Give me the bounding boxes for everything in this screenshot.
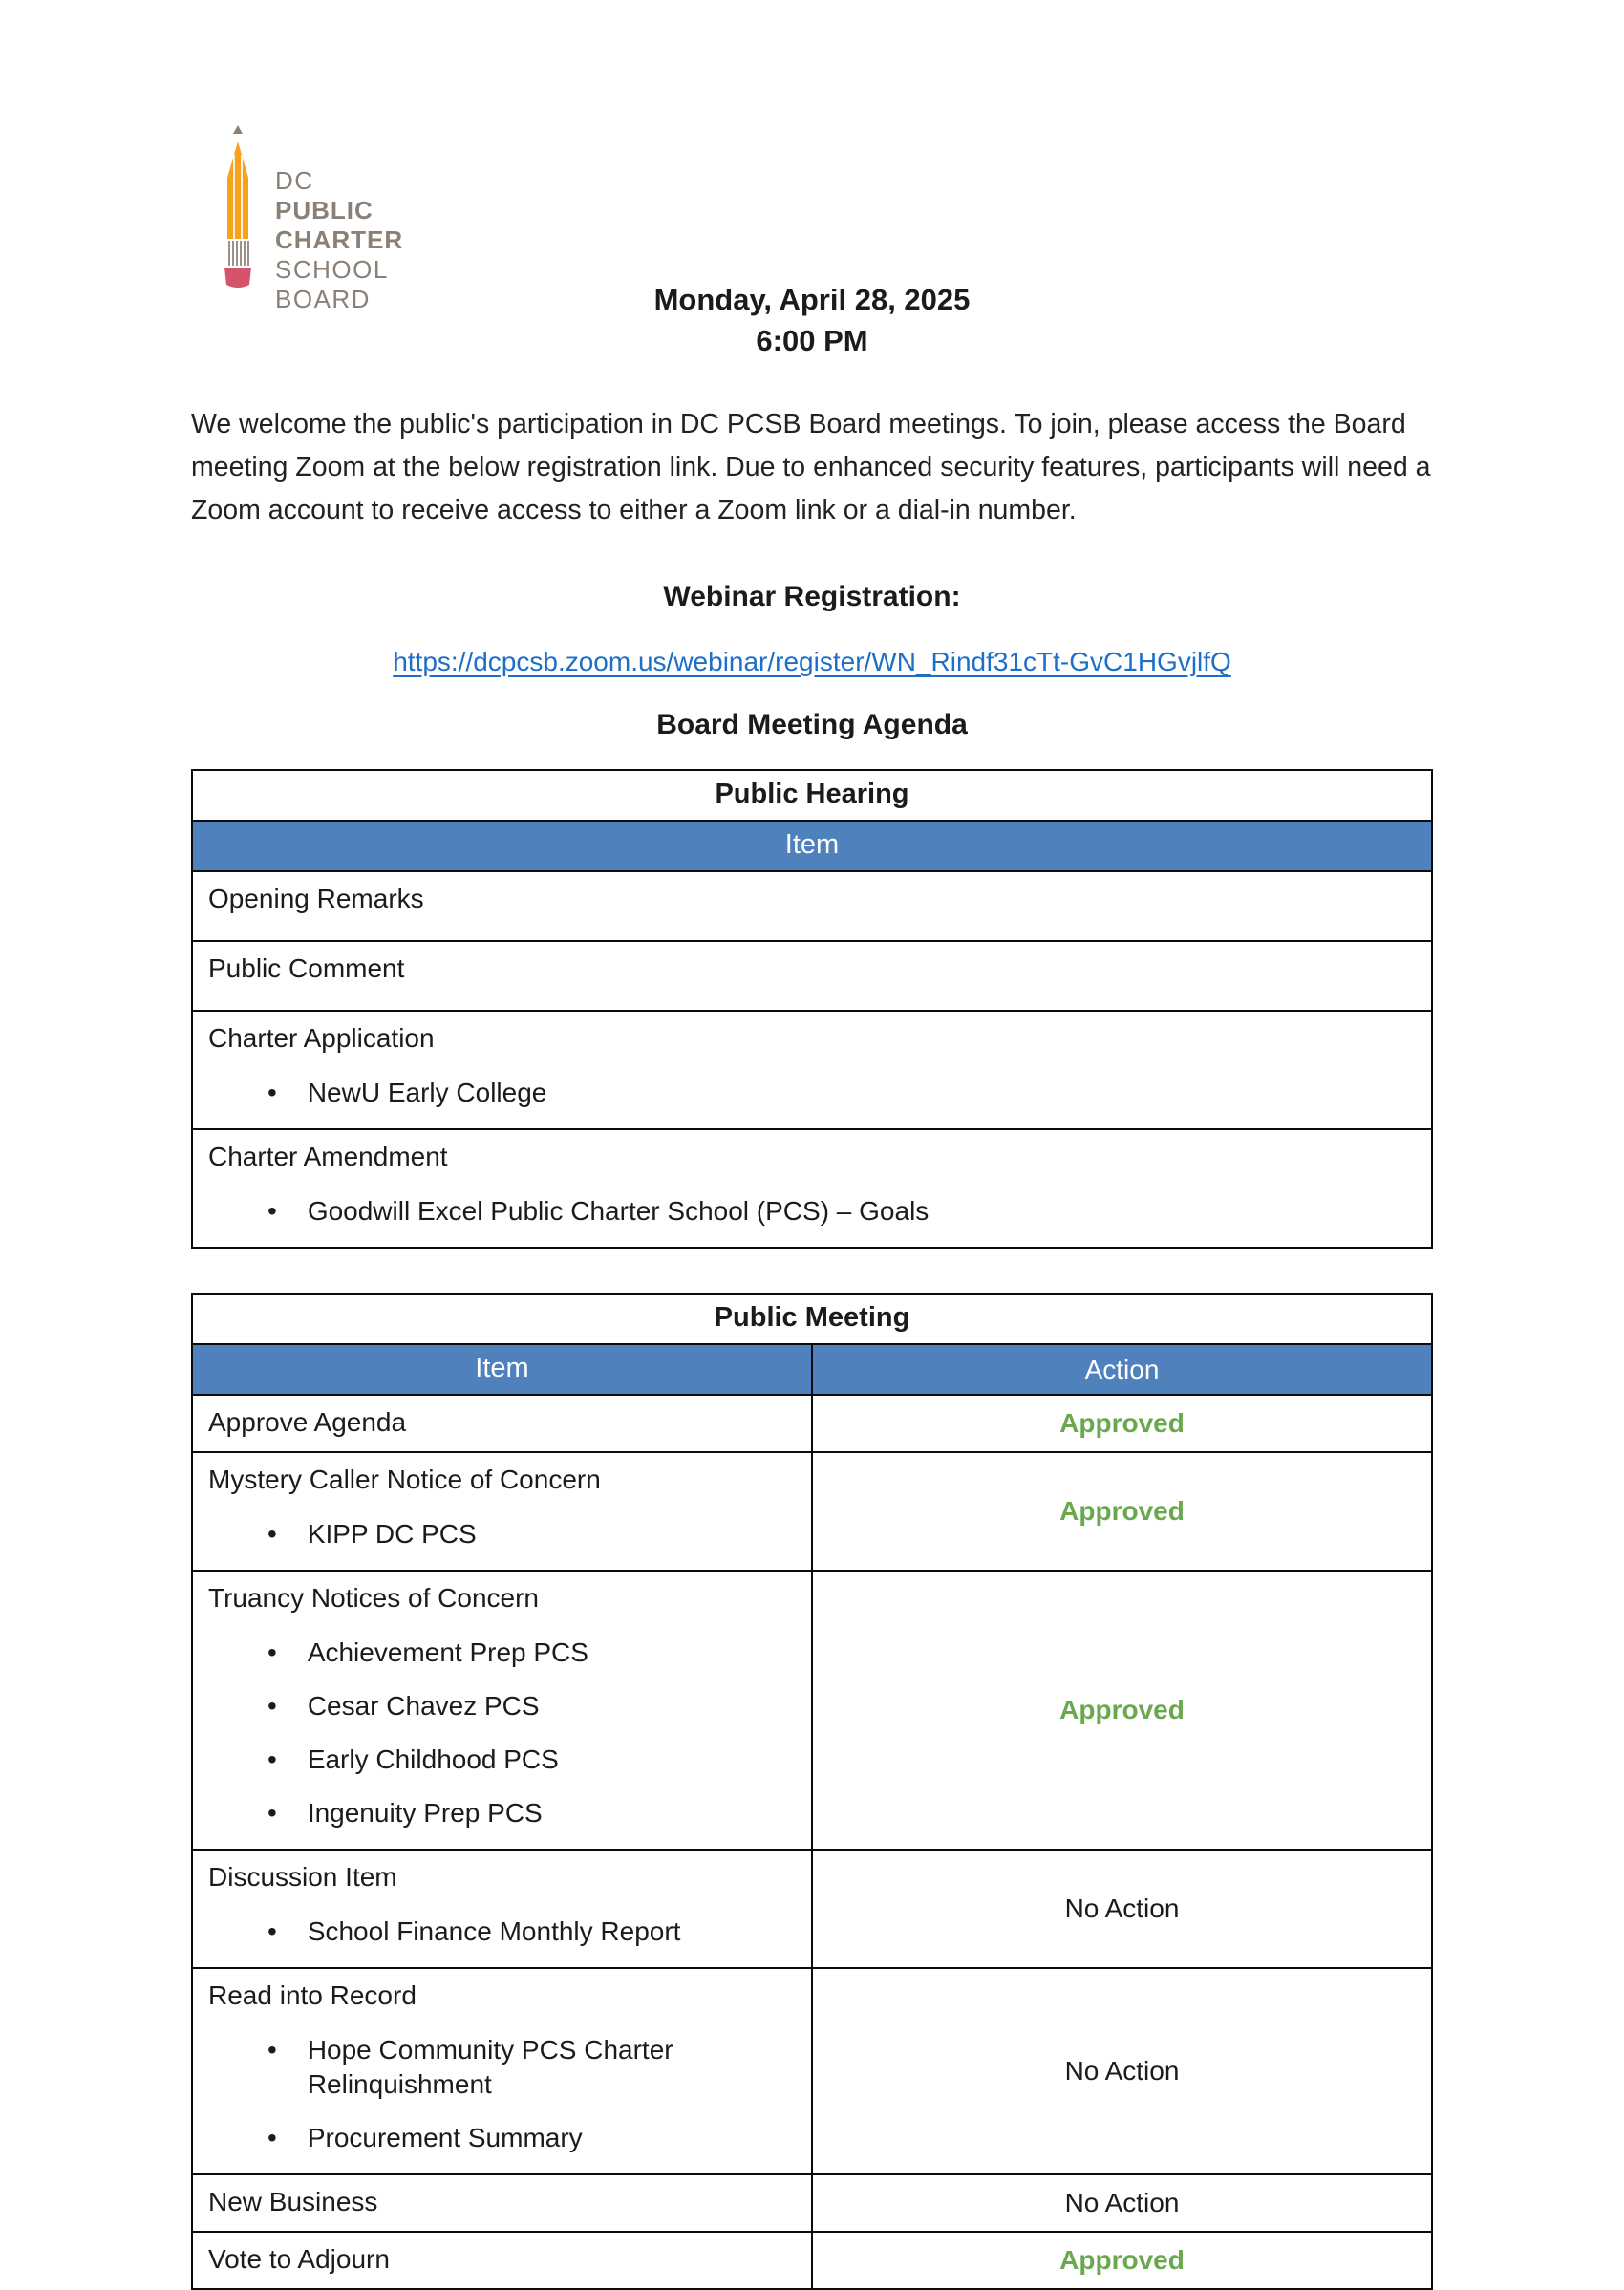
agenda-subitem: • Achievement Prep PCS — [267, 1636, 796, 1670]
table-row — [192, 1571, 1432, 1850]
column-header-item: Item — [192, 1344, 812, 1395]
agenda-item-label: Discussion Item — [208, 1862, 397, 1892]
agenda-subitem: • School Finance Monthly Report — [267, 1915, 796, 1949]
pencil-logo-icon — [216, 122, 260, 290]
document-page — [0, 122, 1624, 2275]
action-status: No Action — [1064, 2188, 1180, 2217]
agenda-subitem: • Hope Community PCS Charter Relinquishment — [267, 2033, 796, 2102]
table-row — [192, 2232, 1432, 2289]
action-status: Approved — [1059, 1408, 1185, 1438]
logo-line: BOARD — [275, 285, 371, 313]
agenda-item-label: Opening Remarks — [208, 884, 424, 913]
table-row — [192, 2174, 1432, 2232]
table-row — [192, 1011, 1432, 1129]
table-row — [192, 1395, 1432, 1452]
column-header-item: Item — [192, 821, 1432, 871]
public-meeting-title: Public Meeting — [192, 1294, 1432, 1344]
agenda-subitem: • Early Childhood PCS — [267, 1743, 796, 1777]
action-status: No Action — [1064, 2056, 1180, 2086]
table-title-row — [192, 1294, 1432, 1344]
meeting-time: 6:00 PM — [756, 324, 868, 357]
action-status: Approved — [1059, 2245, 1185, 2275]
agenda-subitem: • KIPP DC PCS — [267, 1517, 796, 1552]
agenda-item-label: New Business — [208, 2187, 378, 2216]
action-status: Approved — [1059, 1496, 1185, 1526]
meeting-date: Monday, April 28, 2025 — [653, 283, 971, 316]
webinar-registration-heading: Webinar Registration: — [663, 581, 961, 612]
column-header-row — [192, 821, 1432, 871]
agenda-subitem: • Ingenuity Prep PCS — [267, 1796, 796, 1830]
logo-line: PUBLIC — [275, 196, 374, 225]
agenda-item-label: Read into Record — [208, 1980, 417, 2010]
table-row — [192, 1452, 1432, 1571]
table-row — [192, 871, 1432, 941]
table-row — [192, 941, 1432, 1011]
public-hearing-table — [191, 769, 1433, 1249]
intro-paragraph: We welcome the public's participation in DC PCSB Board meetings. To join, please access the Board meeting Zoom at the below registration link. Due to enhanced security features, participants will need a Zoom account to receive access to either a Zoom link or a dial-in number. — [191, 409, 1431, 525]
table-row — [192, 1968, 1432, 2174]
column-header-row — [192, 1344, 1432, 1395]
agenda-subitem: • Cesar Chavez PCS — [267, 1689, 796, 1723]
board-meeting-agenda-heading: Board Meeting Agenda — [656, 709, 968, 740]
table-title-row — [192, 770, 1432, 821]
agenda-item-label: Vote to Adjourn — [208, 2244, 390, 2274]
public-hearing-title: Public Hearing — [192, 770, 1432, 821]
agenda-subitem: • Goodwill Excel Public Charter School (PCS) – Goals — [267, 1194, 1416, 1229]
logo-line: DC — [275, 166, 314, 195]
column-header-action: Action — [812, 1344, 1432, 1395]
public-meeting-table — [191, 1293, 1433, 2290]
agenda-subitem: • Procurement Summary — [267, 2121, 796, 2155]
logo-line: SCHOOL — [275, 255, 389, 284]
agenda-item-label: Charter Application — [208, 1023, 435, 1053]
agenda-item-label: Public Comment — [208, 953, 405, 983]
action-status: No Action — [1064, 1894, 1180, 1923]
logo-line: CHARTER — [275, 225, 404, 254]
table-row — [192, 1850, 1432, 1968]
agenda-item-label: Charter Amendment — [208, 1142, 448, 1171]
agenda-item-label: Truancy Notices of Concern — [208, 1583, 539, 1613]
webinar-registration-link[interactable]: https://dcpcsb.zoom.us/webinar/register/WN_Rindf31cTt-GvC1HGvjlfQ — [393, 647, 1231, 676]
logo-wordmark — [275, 166, 403, 314]
action-status: Approved — [1059, 1695, 1185, 1724]
webinar-link-line — [191, 643, 1433, 681]
table-row — [192, 1129, 1432, 1248]
agenda-item-label: Mystery Caller Notice of Concern — [208, 1465, 601, 1494]
agenda-subitem: • NewU Early College — [267, 1076, 1416, 1110]
agenda-item-label: Approve Agenda — [208, 1407, 407, 1437]
